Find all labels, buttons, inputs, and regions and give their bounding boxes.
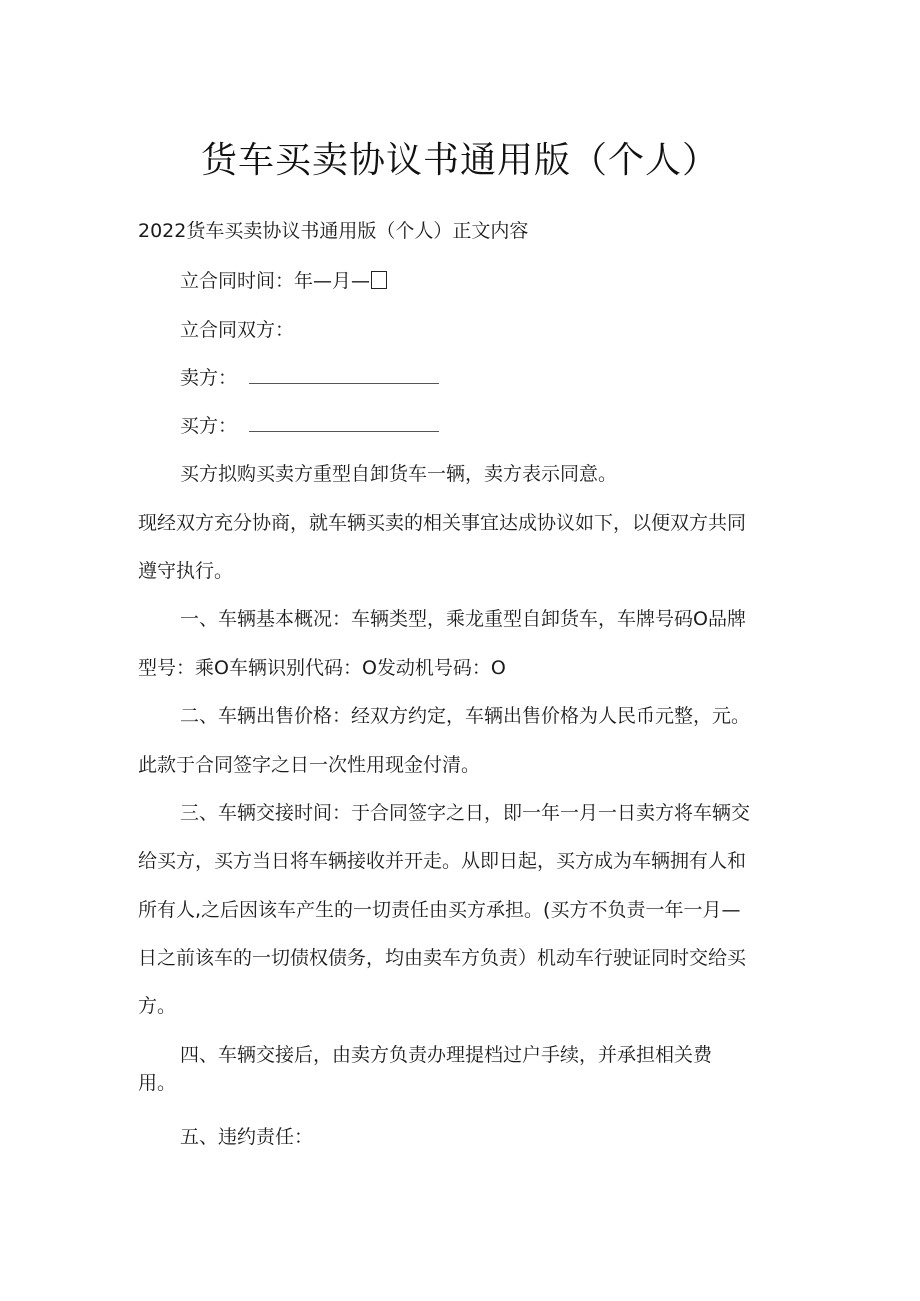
clause-2-line-1: 二、车辆出售价格：经双方约定，车辆出售价格为人民币元整，元。 <box>180 705 751 727</box>
clause-1-line-2: 型号：乘O车辆识别代码：O发动机号码：O <box>138 657 506 679</box>
empty-box-icon <box>371 271 387 289</box>
intro-line-2: 现经双方充分协商，就车辆买卖的相关事宜达成协议如下，以便双方共同 <box>138 512 747 534</box>
document-subtitle: 2022货车买卖协议书通用版（个人）正文内容 <box>138 220 529 242</box>
intro-line-3: 遵守执行。 <box>138 560 234 582</box>
clause-2-line-2: 此款于合同签字之日一次性用现金付清。 <box>138 754 481 776</box>
buyer-blank <box>249 417 439 432</box>
document-title: 货车买卖协议书通用版（个人） <box>200 140 719 181</box>
clause-3-line-1: 三、车辆交接时间：于合同签字之日，即一年一月一日卖方将车辆交 <box>180 802 751 824</box>
clause-4-line-2: 用。 <box>138 1072 177 1094</box>
clause-3-line-2: 给买方，买方当日将车辆接收并开走。从即日起，买方成为车辆拥有人和 <box>138 850 747 872</box>
parties-label: 立合同双方： <box>180 319 295 341</box>
seller-line <box>180 365 439 391</box>
seller-label: 卖方： <box>180 367 238 389</box>
buyer-line <box>180 413 439 439</box>
clause-3-line-4: 日之前该车的一切债权债务，均由卖车方负责）机动车行驶证同时交给买 <box>138 947 747 969</box>
intro-line-1: 买方拟购买卖方重型自卸货车一辆，卖方表示同意。 <box>180 463 618 485</box>
buyer-label: 买方： <box>180 415 238 437</box>
contract-time-line <box>180 268 387 294</box>
clause-3-line-5: 方。 <box>138 995 177 1017</box>
clause-1-line-1: 一、车辆基本概况：车辆类型，乘龙重型自卸货车，车牌号码O品牌 <box>180 608 746 630</box>
clause-3-line-3: 所有人,之后因该车产生的一切责任由买方承担。(买方不负责一年一月— <box>138 899 741 921</box>
contract-time-label: 立合同时间：年—月— <box>180 270 371 292</box>
seller-blank <box>249 369 439 384</box>
clause-5-line-1: 五、违约责任： <box>180 1126 314 1148</box>
clause-4-line-1: 四、车辆交接后，由卖方负责办理提档过户手续，并承担相关费 <box>180 1044 713 1066</box>
